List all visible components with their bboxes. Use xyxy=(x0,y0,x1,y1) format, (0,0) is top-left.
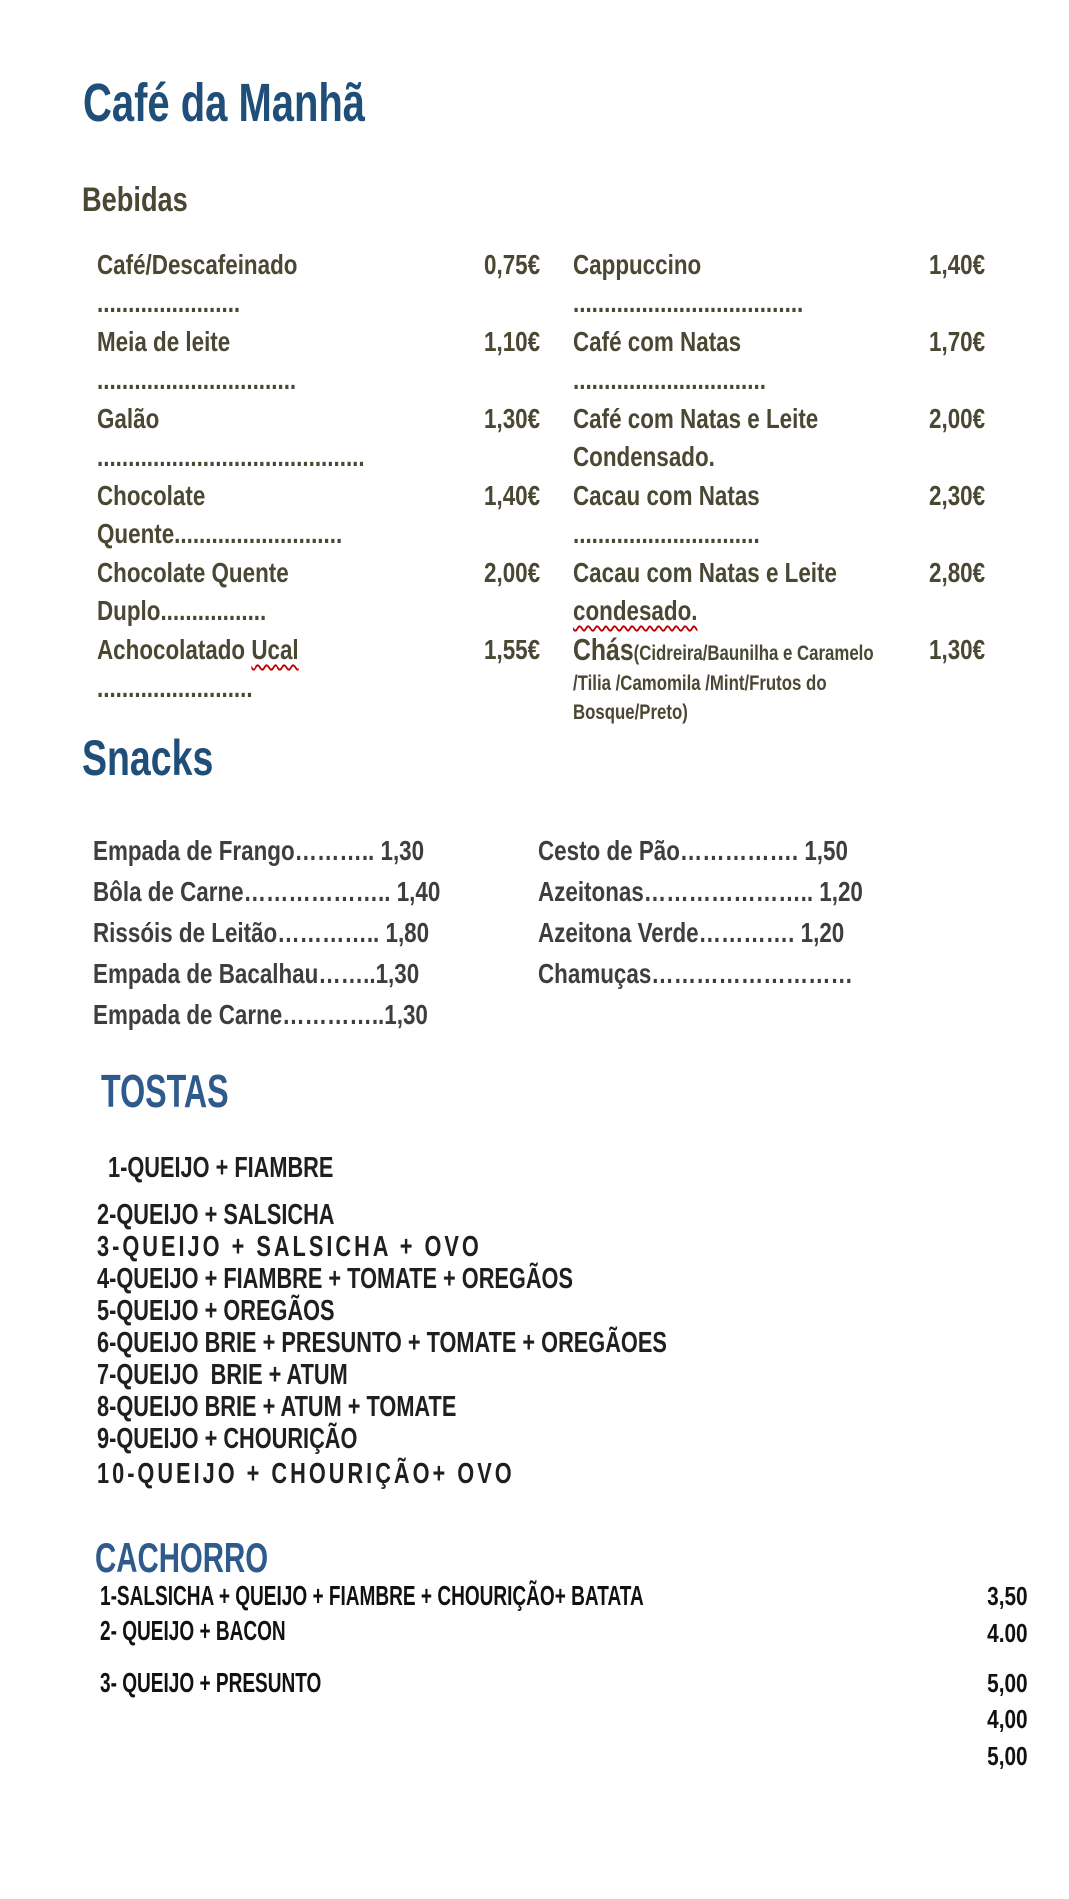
item-name: Cappuccino xyxy=(573,249,702,280)
item-price: 1,30€ xyxy=(928,634,985,665)
snacks-right-column xyxy=(538,830,998,994)
menu-item xyxy=(573,323,985,400)
menu-item xyxy=(97,323,540,400)
menu-item: 4-QUEIJO + FIAMBRE + TOMATE + OREGÃOS xyxy=(97,1263,573,1295)
menu-item: Empada de Frango……….. 1,30 xyxy=(93,835,425,866)
dotted-leader: ................................ xyxy=(97,364,297,395)
menu-item: 10-QUEIJO + CHOURIÇÃO+ OVO xyxy=(97,1458,515,1490)
item-price: 3,50 xyxy=(987,1581,1028,1611)
menu-item: 1-QUEIJO + FIAMBRE xyxy=(108,1152,334,1184)
misspelled-word: condesado. xyxy=(573,595,698,626)
bebidas-left-column xyxy=(97,246,540,727)
tostas-list xyxy=(97,1152,857,1490)
menu-item xyxy=(573,246,985,323)
item-price: 2,00€ xyxy=(483,557,540,588)
menu-item: Empada de Bacalhau……..1,30 xyxy=(93,958,420,989)
menu-item: Cesto de Pão……………. 1,50 xyxy=(538,835,848,866)
menu-item xyxy=(97,477,540,554)
item-name: Cacau com Natas xyxy=(573,480,760,511)
item-price: 1,70€ xyxy=(928,326,985,357)
item-price: 1,40€ xyxy=(928,249,985,280)
item-name-continued: Quente........................... xyxy=(97,518,343,549)
item-price: 1,40€ xyxy=(483,480,540,511)
item-price: 2,80€ xyxy=(928,557,985,588)
menu-item xyxy=(97,246,540,323)
item-price: 2,00€ xyxy=(928,403,985,434)
menu-item: Azeitona Verde…………. 1,20 xyxy=(538,917,845,948)
snacks-section-heading: Snacks xyxy=(82,730,214,786)
item-price: 5,00 xyxy=(987,1741,1028,1771)
item-name-continued: /Tilia /Camomila /Mint/Frutos do xyxy=(573,672,827,695)
item-name: Cacau com Natas e Leite xyxy=(573,557,837,588)
item-name: Café com Natas xyxy=(573,326,742,357)
menu-item: 9-QUEIJO + CHOURIÇÃO xyxy=(97,1423,358,1455)
dotted-leader: ..................................... xyxy=(573,287,804,318)
menu-item: 3-QUEIJO + SALSICHA + OVO xyxy=(97,1231,482,1263)
item-name: Chás(Cidreira/Baunilha e Caramelo xyxy=(573,632,874,667)
menu-item: 6-QUEIJO BRIE + PRESUNTO + TOMATE + OREGÃOES xyxy=(97,1327,667,1359)
item-price: 2,30€ xyxy=(928,480,985,511)
menu-item xyxy=(573,554,985,631)
item-name: Chocolate xyxy=(97,480,206,511)
misspelled-word: Ucal xyxy=(251,634,299,665)
bebidas-section-heading: Bebidas xyxy=(82,181,188,219)
item-name-continued: Condensado. xyxy=(573,441,715,472)
menu-item: 3- QUEIJO + PRESUNTO xyxy=(100,1667,322,1698)
cachorro-list xyxy=(100,1578,900,1700)
item-name: Café/Descafeinado xyxy=(97,249,298,280)
dotted-leader: ....................... xyxy=(97,287,241,318)
menu-item: Chamuças……………………… xyxy=(538,958,853,989)
menu-item: 2-QUEIJO + SALSICHA xyxy=(97,1199,335,1231)
dotted-leader: ......................... xyxy=(97,672,253,703)
item-name: Galão xyxy=(97,403,160,434)
menu-item xyxy=(97,554,540,631)
item-name: Meia de leite xyxy=(97,326,231,357)
page-title: Café da Manhã xyxy=(83,73,366,133)
tostas-section-heading: TOSTAS xyxy=(101,1065,229,1117)
dotted-leader: .............................. xyxy=(573,518,760,549)
item-price: 1,10€ xyxy=(483,326,540,357)
item-price: 5,00 xyxy=(987,1668,1028,1698)
item-price: 4,00 xyxy=(987,1704,1028,1734)
bebidas-right-column xyxy=(573,246,985,727)
item-name: Achocolatado Ucal xyxy=(97,634,299,665)
menu-item: 7-QUEIJO BRIE + ATUM xyxy=(97,1359,348,1391)
menu-item: 1-SALSICHA + QUEIJO + FIAMBRE + CHOURIÇÃO+ BATATA xyxy=(100,1580,644,1611)
menu-item xyxy=(573,631,985,727)
menu-item: Azeitonas………………….. 1,20 xyxy=(538,876,863,907)
menu-item: Empada de Carne…………..1,30 xyxy=(93,999,428,1030)
item-name-continued: Duplo................. xyxy=(97,595,267,626)
menu-item: Rissóis de Leitão………….. 1,80 xyxy=(93,917,430,948)
menu-item xyxy=(573,400,985,477)
item-name: Café com Natas e Leite xyxy=(573,403,819,434)
item-price: 0,75€ xyxy=(483,249,540,280)
dotted-leader: ............................... xyxy=(573,364,766,395)
snacks-left-column xyxy=(93,830,553,1035)
menu-item: 5-QUEIJO + OREGÃOS xyxy=(97,1295,335,1327)
menu-item xyxy=(97,400,540,477)
menu-item xyxy=(573,477,985,554)
menu-item: 2- QUEIJO + BACON xyxy=(100,1615,286,1646)
dotted-leader: ........................................... xyxy=(97,441,365,472)
cachorro-section-heading: CACHORRO xyxy=(95,1534,269,1581)
item-price: 4.00 xyxy=(987,1618,1028,1648)
menu-item xyxy=(97,631,540,708)
menu-item: 8-QUEIJO BRIE + ATUM + TOMATE xyxy=(97,1391,457,1423)
item-price: 1,55€ xyxy=(483,634,540,665)
item-name-continued: Bosque/Preto) xyxy=(573,701,688,724)
item-price: 1,30€ xyxy=(483,403,540,434)
bebidas-price-list xyxy=(97,246,985,727)
menu-item: Bôla de Carne……………….. 1,40 xyxy=(93,876,441,907)
item-name: Chocolate Quente xyxy=(97,557,289,588)
